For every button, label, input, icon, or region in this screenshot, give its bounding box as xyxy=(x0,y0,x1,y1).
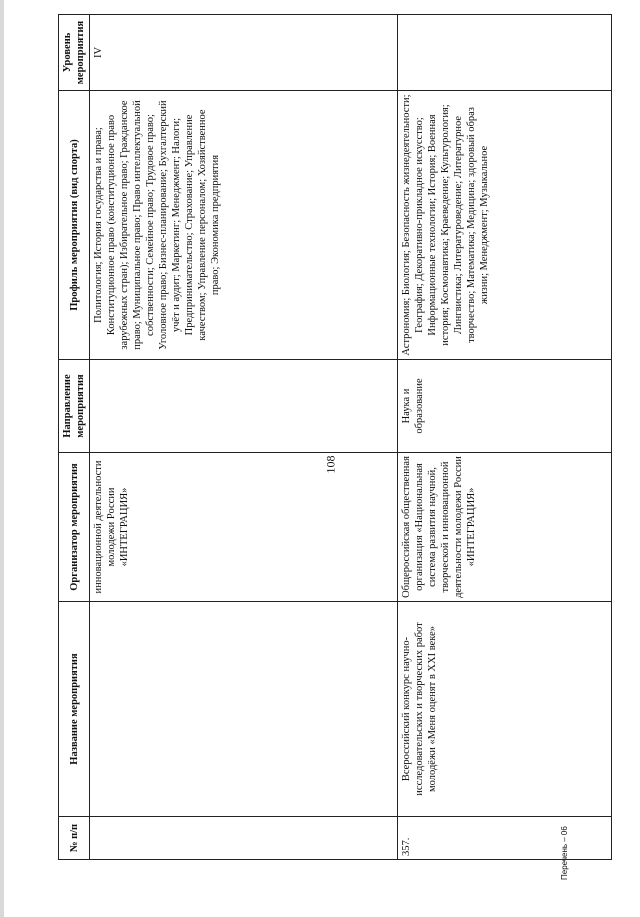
cell-name xyxy=(90,602,398,817)
cell-profile: Астрономия; Биология; Безопасность жизнедеятельности; География; Декоративно-прикладное искусство; Информационные технологии; История; Военная история; Космонавтика; Краеведение; Культурология; Лингвистика; Литературоведение; Литературное творчество; Математика; Медицина; здоровый образ жизни; Менеджмент; Музыкальное xyxy=(398,91,612,360)
page-number: 108 xyxy=(323,455,338,474)
header-level: Уровень мероприятия xyxy=(59,15,90,91)
cell-num: 357. xyxy=(398,817,612,860)
cell-organizer: инновационной деятельности молодежи России «ИНТЕГРАЦИЯ» xyxy=(90,453,398,602)
header-organizer: Организатор мероприятия xyxy=(59,453,90,602)
cell-organizer: Общероссийская общественная организация «Национальная система развития научной, творческой и инновационной деятельности молодежи России «ИНТЕГРАЦИЯ» xyxy=(398,453,612,602)
cell-profile: Политология; История государства и права; Конституционное право (конституционное право зарубежных стран); Избирательное право; Гражданское право; Муниципальное право; Право интеллектуальной собственности; Семейное право; Трудовое право; Уголовное право; Бизнес-планирование; Бухгалтерский учёт и аудит; Маркетинг; Менеджмент; Налоги; Предпринимательство; Страхование; Управление качеством; Управление персоналом; Хозяйственное право; Экономика предприятия xyxy=(90,91,398,360)
header-profile: Профиль мероприятия (вид спорта) xyxy=(59,91,90,360)
header-num: № п/п xyxy=(59,817,90,860)
cell-direction xyxy=(90,360,398,453)
cell-direction: Наука и образование xyxy=(398,360,612,453)
cell-num xyxy=(90,817,398,860)
scan-edge xyxy=(0,0,4,917)
cell-level: IV xyxy=(90,15,398,91)
cell-level xyxy=(398,15,612,91)
table-row xyxy=(398,15,612,860)
table-row-continuation xyxy=(90,15,398,860)
events-table xyxy=(58,14,612,860)
header-direction: Направление мероприятия xyxy=(59,360,90,453)
table-header-row xyxy=(59,15,90,860)
rotated-table-block xyxy=(58,20,610,860)
cell-name: Всероссийский конкурс научно-исследовательских и творческих работ молодёжи «Меня оценят в XXI веке» xyxy=(398,602,612,817)
header-name: Название мероприятия xyxy=(59,602,90,817)
footer-label: Перечень – 06 xyxy=(560,826,569,880)
